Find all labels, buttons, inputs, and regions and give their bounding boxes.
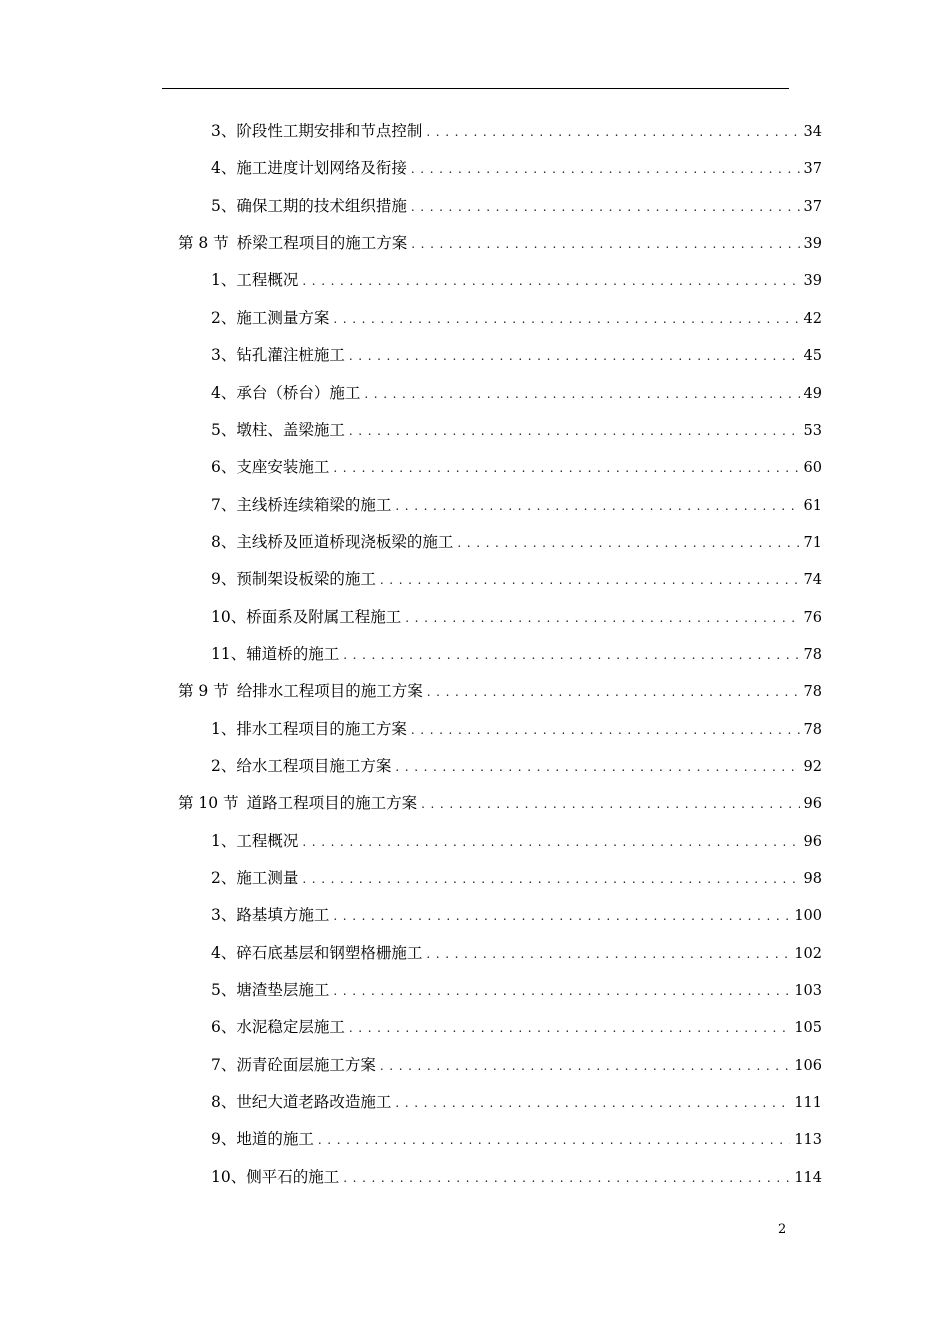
toc-section-title: 道路工程项目的施工方案 (246, 794, 418, 812)
toc-entry-title: 塘渣垫层施工 (236, 981, 330, 999)
toc-entry[interactable] (211, 753, 822, 779)
toc-entry-number: 1、 (211, 271, 237, 289)
toc-entry-number: 8、 (211, 1093, 237, 1111)
toc-dot-leader (395, 754, 799, 780)
toc-entry-page: 39 (803, 273, 822, 289)
toc-entry[interactable] (211, 1089, 822, 1115)
toc-entry-number: 3、 (211, 906, 237, 924)
toc-entry-number: 7、 (211, 496, 237, 514)
toc-dot-leader (302, 829, 799, 855)
toc-entry[interactable] (211, 417, 822, 443)
header-rule (162, 88, 789, 89)
toc-entry[interactable] (211, 155, 822, 181)
toc-entry-page: 113 (794, 1132, 822, 1148)
toc-dot-leader (380, 1053, 790, 1079)
toc-entry-number: 4、 (211, 159, 237, 177)
toc-entry-page: 96 (803, 834, 822, 850)
toc-dot-leader (343, 1165, 790, 1191)
toc-dot-leader (302, 866, 799, 892)
toc-entry-page: 45 (803, 348, 822, 364)
toc-section-entry[interactable] (178, 230, 822, 256)
toc-entry-page: 60 (803, 460, 822, 476)
toc-entry-page: 53 (803, 423, 822, 439)
toc-entry[interactable] (211, 1164, 822, 1190)
toc-entry[interactable] (211, 902, 822, 928)
toc-entry[interactable] (211, 716, 822, 742)
toc-entry-page: 105 (794, 1020, 822, 1036)
toc-dot-leader (426, 941, 790, 967)
toc-entry-number: 2、 (211, 757, 237, 775)
toc-entry-title: 工程概况 (236, 271, 299, 289)
toc-entry[interactable] (211, 566, 822, 592)
toc-dot-leader (426, 119, 799, 145)
toc-entry-page: 96 (803, 796, 822, 812)
toc-entry-page: 100 (794, 908, 822, 924)
toc-entry-title: 路基填方施工 (236, 906, 330, 924)
toc-entry-page: 34 (803, 124, 822, 140)
toc-dot-leader (457, 530, 799, 556)
toc-entry[interactable] (211, 865, 822, 891)
toc-dot-leader (411, 231, 799, 257)
toc-section-number: 第 10 节 (178, 794, 239, 812)
toc-entry-title: 确保工期的技术组织措施 (236, 197, 407, 215)
toc-entry-title: 碎石底基层和钢塑格栅施工 (236, 944, 423, 962)
toc-entry-number: 1、 (211, 832, 237, 850)
toc-entry-title: 世纪大道老路改造施工 (236, 1093, 392, 1111)
toc-entry[interactable] (211, 529, 822, 555)
toc-entry[interactable] (211, 267, 822, 293)
toc-entry-title: 主线桥连续箱梁的施工 (236, 496, 392, 514)
toc-entry-page: 74 (803, 572, 822, 588)
toc-entry-title: 水泥稳定层施工 (236, 1018, 345, 1036)
toc-section-title: 桥梁工程项目的施工方案 (236, 234, 408, 252)
toc-entry-number: 3、 (211, 122, 237, 140)
toc-entry-page: 92 (803, 759, 822, 775)
toc-entry-title: 沥青砼面层施工方案 (236, 1056, 376, 1074)
toc-dot-leader (349, 418, 800, 444)
toc-entry-title: 预制架设板梁的施工 (236, 570, 376, 588)
toc-entry-number: 5、 (211, 421, 237, 439)
toc-entry-title: 桥面系及附属工程施工 (246, 608, 402, 626)
toc-dot-leader (395, 493, 799, 519)
toc-entry-title: 施工测量 (236, 869, 299, 887)
toc-entry-title: 侧平石的施工 (246, 1168, 340, 1186)
toc-dot-leader (349, 343, 800, 369)
toc-dot-leader (333, 455, 799, 481)
toc-entry[interactable] (211, 305, 822, 331)
toc-dot-leader (364, 381, 799, 407)
toc-entry-title: 给水工程项目施工方案 (236, 757, 392, 775)
toc-entry-title: 钻孔灌注桩施工 (236, 346, 345, 364)
toc-entry-title: 支座安装施工 (236, 458, 330, 476)
toc-entry-page: 39 (803, 236, 822, 252)
toc-entry-title: 地道的施工 (236, 1130, 314, 1148)
toc-entry-title: 工程概况 (236, 832, 299, 850)
toc-dot-leader (333, 978, 790, 1004)
toc-entry[interactable] (211, 977, 822, 1003)
toc-entry-title: 施工进度计划网络及衔接 (236, 159, 407, 177)
toc-entry-number: 6、 (211, 458, 237, 476)
toc-dot-leader (349, 1015, 790, 1041)
toc-dot-leader (405, 605, 799, 631)
toc-entry-number: 6、 (211, 1018, 237, 1036)
toc-entry-number: 5、 (211, 981, 237, 999)
toc-dot-leader (333, 903, 790, 929)
toc-entry-number: 10、 (211, 608, 247, 626)
toc-section-title: 给排水工程项目的施工方案 (236, 682, 423, 700)
toc-entry-number: 1、 (211, 720, 237, 738)
toc-entry[interactable] (211, 492, 822, 518)
toc-entry-number: 4、 (211, 944, 237, 962)
toc-entry-page: 98 (803, 871, 822, 887)
toc-entry[interactable] (211, 940, 822, 966)
toc-entry[interactable] (211, 604, 822, 630)
toc-section-entry[interactable] (178, 678, 822, 704)
toc-entry[interactable] (211, 1052, 822, 1078)
toc-entry-page: 78 (803, 722, 822, 738)
toc-entry-page: 78 (803, 647, 822, 663)
toc-entry-number: 11、 (211, 645, 247, 663)
toc-dot-leader (380, 567, 800, 593)
toc-dot-leader (427, 679, 800, 705)
toc-entry-page: 76 (803, 610, 822, 626)
toc-entry-number: 3、 (211, 346, 237, 364)
toc-entry[interactable] (211, 828, 822, 854)
toc-entry-page: 106 (794, 1058, 822, 1074)
toc-entry-number: 4、 (211, 384, 237, 402)
toc-entry-page: 42 (803, 311, 822, 327)
toc-section-number: 第 9 节 (178, 682, 229, 700)
toc-dot-leader (318, 1127, 790, 1153)
toc-entry-number: 7、 (211, 1056, 237, 1074)
toc-dot-leader (395, 1090, 790, 1116)
toc-entry[interactable] (211, 193, 822, 219)
toc-entry[interactable] (211, 454, 822, 480)
toc-entry-number: 5、 (211, 197, 237, 215)
toc-entry[interactable] (211, 380, 822, 406)
toc-entry-page: 103 (794, 983, 822, 999)
toc-entry-page: 102 (794, 946, 822, 962)
toc-section-number: 第 8 节 (178, 234, 229, 252)
toc-entry-page: 61 (803, 498, 822, 514)
toc-entry-title: 主线桥及匝道桥现浇板梁的施工 (236, 533, 454, 551)
toc-dot-leader (343, 642, 799, 668)
toc-entry-page: 71 (803, 535, 822, 551)
toc-entry-number: 8、 (211, 533, 237, 551)
toc-entry[interactable] (211, 641, 822, 667)
toc-entry-page: 111 (794, 1095, 822, 1111)
toc-dot-leader (333, 306, 799, 332)
toc-entry[interactable] (211, 342, 822, 368)
toc-entry-page: 78 (803, 684, 822, 700)
toc-entry-number: 10、 (211, 1168, 247, 1186)
toc-entry[interactable] (211, 1014, 822, 1040)
toc-entry-page: 37 (803, 199, 822, 215)
toc-dot-leader (411, 156, 800, 182)
toc-entry-page: 49 (803, 386, 822, 402)
toc-section-entry[interactable] (178, 790, 822, 816)
toc-entry-page: 37 (803, 161, 822, 177)
toc-dot-leader (421, 791, 799, 817)
toc-entry-title: 排水工程项目的施工方案 (236, 720, 407, 738)
toc-entry[interactable] (211, 118, 822, 144)
toc-entry[interactable] (211, 1126, 822, 1152)
toc-entry-number: 9、 (211, 570, 237, 588)
toc-entry-title: 辅道桥的施工 (246, 645, 340, 663)
toc-entry-page: 114 (794, 1170, 822, 1186)
toc-entry-title: 墩柱、盖梁施工 (236, 421, 345, 439)
page-number: 2 (778, 1222, 787, 1237)
toc-entry-title: 施工测量方案 (236, 309, 330, 327)
toc-entry-number: 2、 (211, 869, 237, 887)
toc-entry-number: 9、 (211, 1130, 237, 1148)
toc-dot-leader (411, 194, 800, 220)
toc-entry-title: 阶段性工期安排和节点控制 (236, 122, 423, 140)
toc-entry-number: 2、 (211, 309, 237, 327)
toc-entry-title: 承台（桥台）施工 (236, 384, 361, 402)
toc-dot-leader (411, 717, 800, 743)
toc-dot-leader (302, 268, 799, 294)
